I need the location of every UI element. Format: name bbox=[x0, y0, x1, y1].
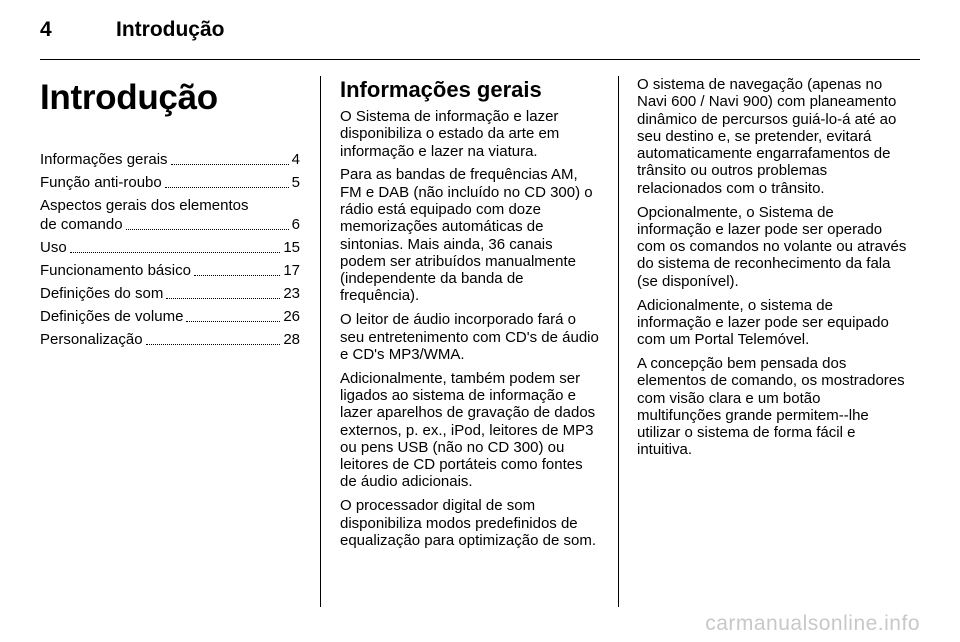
body-paragraph: Opcionalmente, o Sistema de informação e lazer pode ser operado com os comandos no volante ou através do sistema de reconhecimento da fala (se disponível). bbox=[637, 203, 907, 290]
body-paragraph: O leitor de áudio incorporado fará o seu entretenimento com CD's de áudio e CD's MP3/WMA. bbox=[340, 311, 599, 363]
table-of-contents bbox=[40, 150, 300, 353]
column-divider bbox=[320, 76, 321, 607]
body-paragraph: O Sistema de informação e lazer disponibiliza o estado da arte em informação e lazer na viatura. bbox=[340, 108, 560, 160]
page-header bbox=[40, 18, 920, 48]
right-column bbox=[637, 76, 907, 465]
column-divider bbox=[618, 76, 619, 607]
toc-item[interactable]: Definições de volume 26 bbox=[40, 308, 300, 325]
body-paragraph: Adicionalmente, o sistema de informação e lazer pode ser equipado com um Portal Telemóvel. bbox=[637, 296, 889, 349]
middle-column bbox=[340, 76, 602, 556]
body-paragraph: Adicionalmente, também podem ser ligados ao sistema de informação e lazer aparelhos de gravação de dados externos, p. ex., iPod, leitores de MP3 ou pens USB (não no CD 300) ou leitores de CD portáteis como fontes de áudio adicionais. bbox=[340, 369, 596, 491]
toc-item[interactable]: Informações gerais 4 bbox=[40, 151, 300, 168]
toc-item[interactable]: Aspectos gerais dos elementos de comando 6 bbox=[40, 197, 300, 233]
body-paragraph: O processador digital de som disponibiliza modos predefinidos de equalização para optimização de som. bbox=[340, 497, 596, 549]
page-number: 4 bbox=[40, 18, 52, 41]
header-rule bbox=[40, 59, 920, 60]
toc-column bbox=[40, 76, 300, 348]
body-paragraph: Para as bandas de frequências AM, FM e DAB (não incluído no CD 300) o rádio está equipado com doze memorizações automáticas de sintonias. Mais ainda, 36 canais podem ser atribuídos manualmente (independente da banda de frequência). bbox=[340, 166, 593, 305]
toc-item[interactable]: Uso 15 bbox=[40, 239, 300, 256]
body-paragraph: O sistema de navegação (apenas no Navi 600 / Navi 900) com planeamento dinâmico de percursos guiá-lo-á até ao seu destino e, se pretender, evitará automaticamente engarrafamentos de trânsito ou outros problemas relacionados com o trânsito. bbox=[637, 76, 897, 197]
toc-item[interactable]: Função anti-roubo 5 bbox=[40, 174, 300, 191]
body-paragraph: A concepção bem pensada dos elementos de comando, os mostradores com visão clara e um botão multifunções grande permitem--lhe utilizar o sistema de forma fácil e intuitiva. bbox=[637, 354, 905, 459]
toc-item[interactable]: Definições do som 23 bbox=[40, 285, 300, 302]
chapter-title: Introdução bbox=[40, 78, 218, 117]
watermark: carmanualsonline.info bbox=[705, 612, 920, 635]
toc-item[interactable]: Personalização 28 bbox=[40, 331, 300, 348]
section-heading: Informações gerais bbox=[340, 77, 542, 102]
running-title: Introdução bbox=[116, 18, 225, 41]
toc-item[interactable]: Funcionamento básico 17 bbox=[40, 262, 300, 279]
